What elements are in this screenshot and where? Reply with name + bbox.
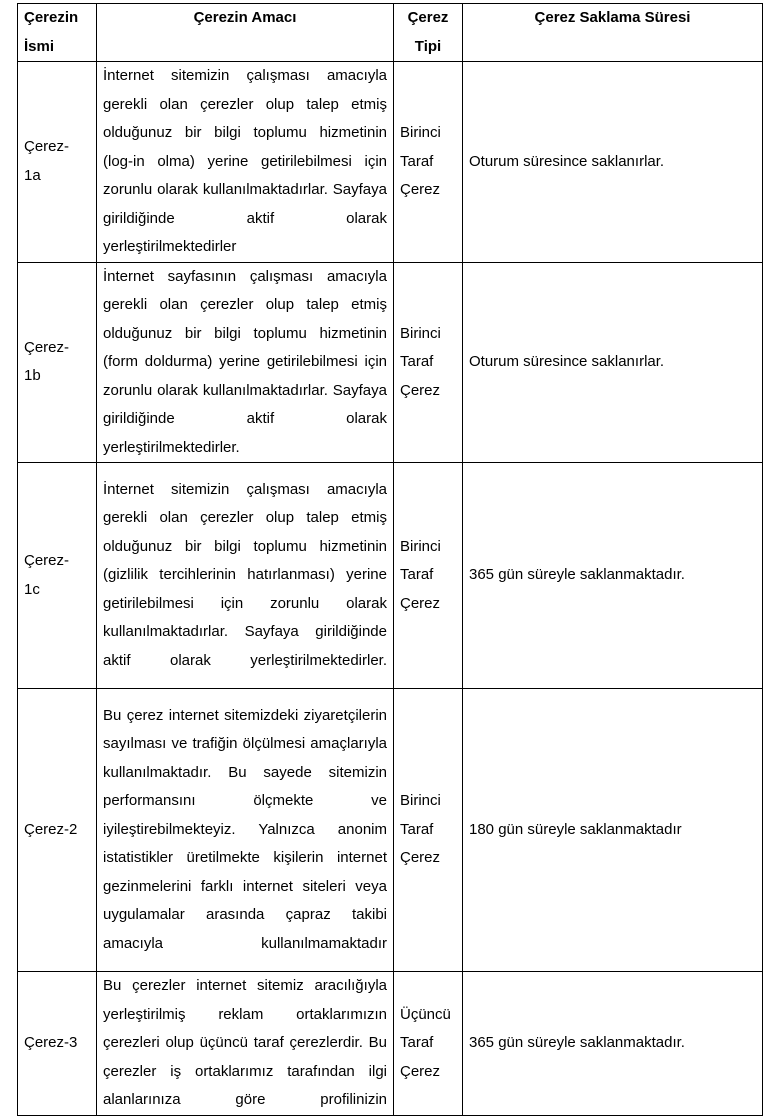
cookie-retention: Oturum süresince saklanırlar. bbox=[463, 62, 763, 263]
cookie-purpose bbox=[97, 689, 394, 972]
table-row bbox=[18, 262, 763, 463]
cookie-name-line: 1a bbox=[24, 166, 41, 184]
cookie-purpose-text: İnternet sitemizin çalışması amacıyla gerekli olan çerezler olup talep etmiş olduğunuz bir bilgi toplumu hizmetinin (gizlilik tercihlerinin hatırlanması) yerine getirilebilmesi için zorunlu olarak kullanılmaktadırlar. Sayfaya girildiğinde aktif olarak yerleştirilmektedirler. bbox=[103, 480, 387, 669]
cookie-type bbox=[394, 262, 463, 463]
header-name-line-2: İsmi bbox=[24, 37, 55, 55]
cookie-name-line: 1b bbox=[24, 367, 41, 385]
cookie-type-line: Taraf bbox=[400, 1034, 434, 1052]
cookie-retention: 365 gün süreyle saklanmaktadır. bbox=[463, 972, 763, 1116]
cookie-type-line: Çerez bbox=[400, 1062, 441, 1080]
header-purpose: Çerezin Amacı bbox=[97, 4, 394, 62]
cookie-type-line: Birinci bbox=[400, 124, 441, 141]
cookie-purpose-text: Bu çerezler internet sitemiz aracılığıyla yerleştirilmiş reklam ortaklarımızın çerezleri olup üçüncü taraf çerezlerdir. Bu çerezler iş ortaklarımız tarafından ilgi alanlarınıza göre profilinizin bbox=[103, 977, 387, 1109]
cookie-type-line: Çerez bbox=[400, 849, 441, 867]
cookie-name-line: Çerez- bbox=[24, 552, 70, 569]
cookie-type bbox=[394, 972, 463, 1116]
cookie-type-line: Birinci bbox=[400, 537, 441, 555]
cookie-purpose bbox=[97, 463, 394, 689]
cookie-name bbox=[18, 262, 97, 463]
cookie-retention: Oturum süresince saklanırlar. bbox=[463, 262, 763, 463]
header-retention: Çerez Saklama Süresi bbox=[463, 4, 763, 62]
cookie-table bbox=[17, 3, 763, 1116]
cookie-type-line: Taraf bbox=[400, 566, 434, 584]
cookie-name bbox=[18, 463, 97, 689]
cookie-purpose bbox=[97, 62, 394, 263]
cookie-name-line: Çerez-2 bbox=[24, 820, 78, 838]
cookie-purpose bbox=[97, 972, 394, 1116]
header-type bbox=[394, 4, 463, 62]
cookie-name-line: Çerez-3 bbox=[24, 1034, 78, 1052]
cookie-type-line: Birinci bbox=[400, 324, 441, 342]
cookie-purpose-text: Bu çerez internet sitemizdeki ziyaretçilerin sayılması ve trafiğin ölçülmesi amaçlarıyla kullanılmaktadır. Bu sayede sitemizin performansını ölçmekte ve iyileştirebilmekteyiz. Yalnızca anonim istatistikler üretilmekte kişilerin internet gezinmelerini farklı internet siteleri veya uygulamalar arasında çapraz takibi amacıyla kullanılmamaktadır bbox=[103, 706, 387, 952]
cookie-retention: 180 gün süreyle saklanmaktadır bbox=[463, 689, 763, 972]
cookie-purpose-text: İnternet sayfasının çalışması amacıyla gerekli olan çerezler olup talep etmiş olduğunuz bir bilgi toplumu hizmetinin (form doldurma) yerine getirilebilmesi için zorunlu olarak kullanılmaktadırlar. Sayfaya girildiğinde aktif olarak yerleştirilmektedirler. bbox=[103, 267, 387, 456]
table-row bbox=[18, 62, 763, 263]
cookie-type-line: Taraf bbox=[400, 353, 434, 370]
cookie-type-line: Taraf bbox=[400, 152, 434, 170]
cookie-name-line: Çerez- bbox=[24, 338, 70, 356]
header-type-line-2: Tipi bbox=[414, 37, 442, 55]
table-row bbox=[18, 689, 763, 972]
cookie-purpose bbox=[97, 262, 394, 463]
header-row bbox=[18, 4, 763, 62]
cookie-name-line: 1c bbox=[24, 580, 40, 598]
cookie-type-line: Çerez bbox=[400, 594, 441, 612]
header-name-line-1: Çerezin bbox=[24, 9, 79, 26]
cookie-name bbox=[18, 62, 97, 263]
cookie-type-line: Üçüncü bbox=[400, 1005, 451, 1023]
header-name bbox=[18, 4, 97, 62]
cookie-retention: 365 gün süreyle saklanmaktadır. bbox=[463, 463, 763, 689]
header-type-line-1: Çerez bbox=[407, 9, 449, 26]
cookie-type bbox=[394, 689, 463, 972]
cookie-type bbox=[394, 62, 463, 263]
cookie-type bbox=[394, 463, 463, 689]
cookie-name bbox=[18, 972, 97, 1116]
cookie-type-line: Birinci bbox=[400, 792, 441, 810]
table-row bbox=[18, 972, 763, 1116]
cookie-purpose-text: İnternet sitemizin çalışması amacıyla gerekli olan çerezler olup talep etmiş olduğunuz bir bilgi toplumu hizmetinin (log-in olma) yerine getirilebilmesi için zorunlu olarak kullanılmaktadırlar. Sayfaya girildiğinde aktif olarak yerleştirilmektedirler bbox=[103, 67, 387, 255]
table-row bbox=[18, 463, 763, 689]
cookie-type-line: Çerez bbox=[400, 381, 441, 399]
cookie-type-line: Taraf bbox=[400, 820, 434, 838]
cookie-name bbox=[18, 689, 97, 972]
cookie-type-line: Çerez bbox=[400, 181, 441, 198]
cookie-name-line: Çerez- bbox=[24, 138, 70, 156]
